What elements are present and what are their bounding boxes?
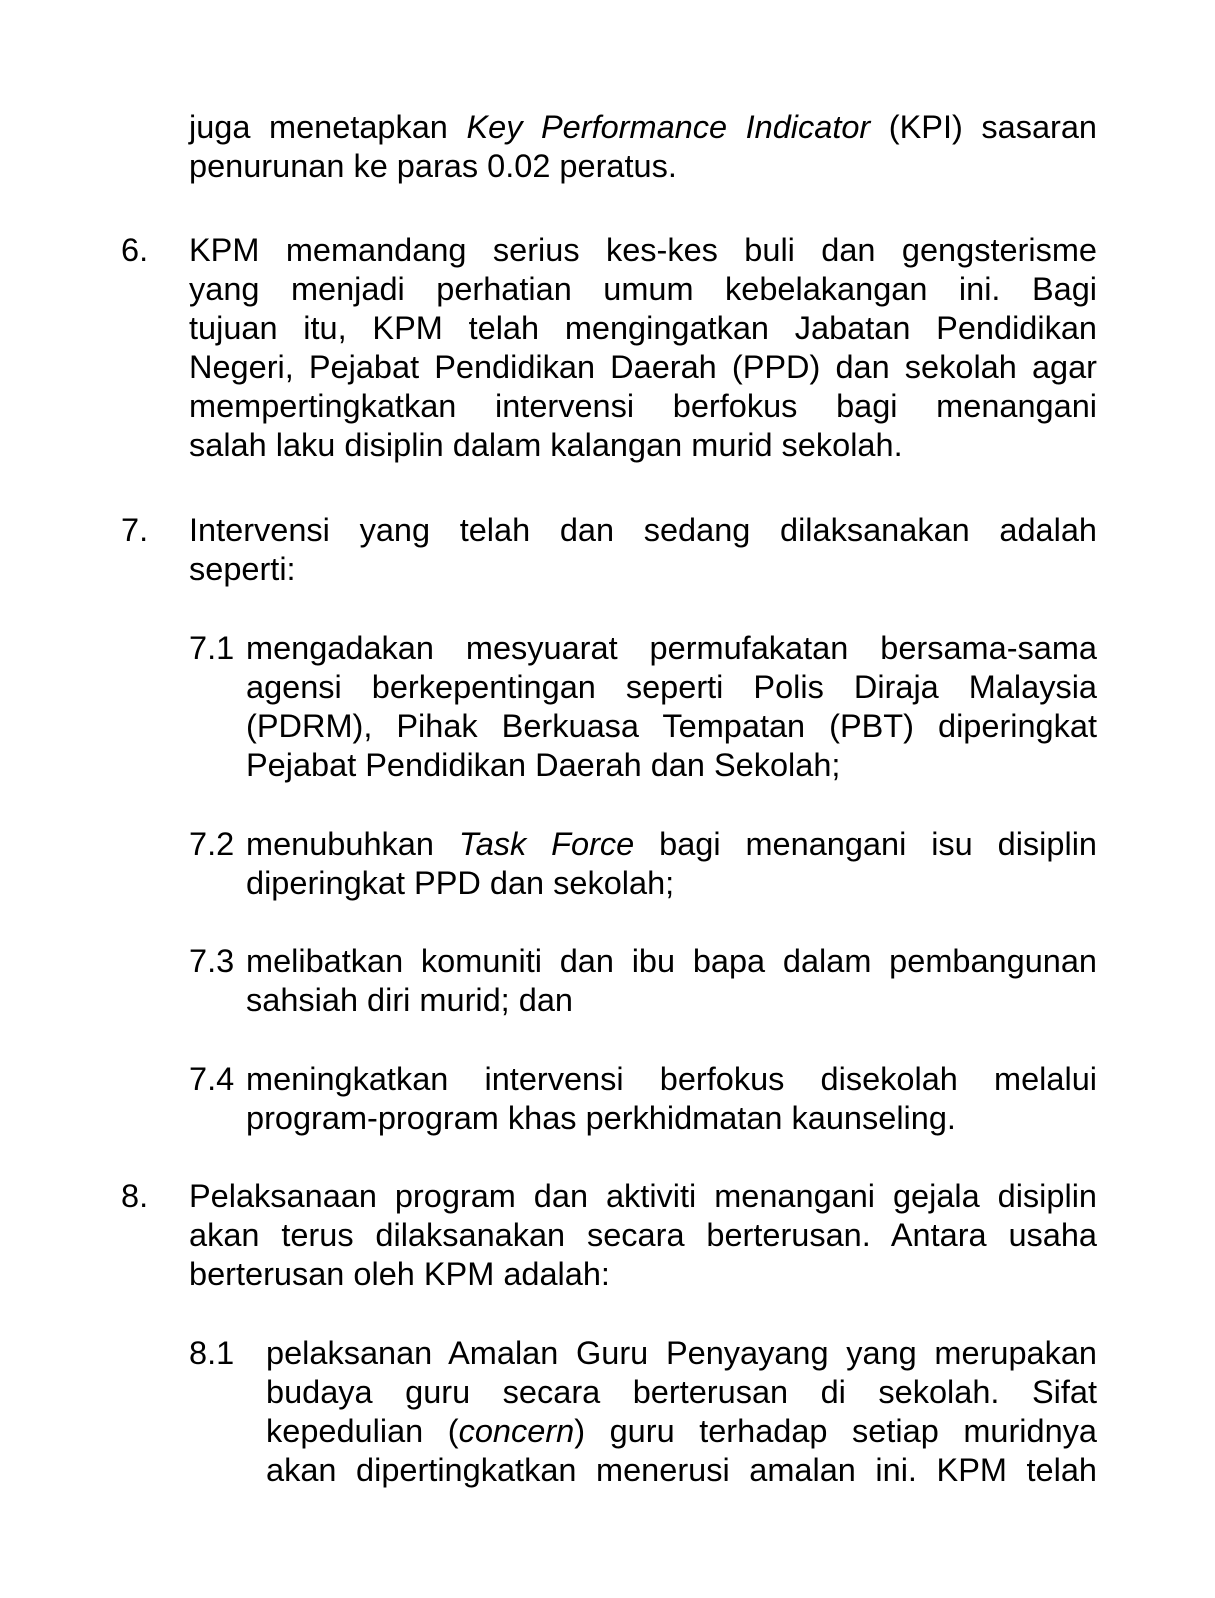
para-6-body [189, 231, 1097, 465]
concern-italic-term: concern [458, 1413, 575, 1449]
item-7-4-line: meningkatkan intervensi berfokus disekolah melalui [246, 1061, 1097, 1097]
item-7-2-line-1: menubuhkan Task Force bagi menangani isu disiplin [246, 826, 1097, 862]
item-7-1-number: 7.1 [189, 630, 235, 666]
item-7-3-body [246, 942, 1097, 1020]
para-8-line: akan terus dilaksanakan secara berterusan. Antara usaha [189, 1217, 1097, 1253]
item-7-2-line-2: diperingkat PPD dan sekolah; [246, 865, 675, 901]
item-7-1-body [246, 629, 1097, 785]
para-7-number: 7. [121, 512, 149, 548]
item-8-1-line-3: kepedulian (concern) guru terhadap setiap muridnya [266, 1413, 1097, 1449]
continuation-line-2: penurunan ke paras 0.02 peratus. [189, 148, 677, 184]
item-8-1-line-4: akan dipertingkatkan menerusi amalan ini. KPM telah [266, 1452, 1097, 1488]
para-8-line: Pelaksanaan program dan aktiviti menangani gejala disiplin [189, 1178, 1097, 1214]
item-7-3-line: sahsiah diri murid; dan [246, 982, 573, 1018]
item-7-4-line: program-program khas perkhidmatan kaunseling. [246, 1100, 956, 1136]
item-8-1-number: 8.1 [189, 1335, 235, 1371]
continuation-line-1: juga menetapkan Key Performance Indicator (KPI) sasaran [189, 109, 1098, 145]
para-7-line: Intervensi yang telah dan sedang dilaksanakan adalah [189, 512, 1097, 548]
item-7-1-line: agensi berkepentingan seperti Polis Diraja Malaysia [246, 669, 1097, 705]
item-7-1-line: Pejabat Pendidikan Daerah dan Sekolah; [246, 747, 841, 783]
para-7-body [189, 511, 1097, 589]
task-force-italic-term: Task Force [458, 826, 635, 862]
para-7-line: seperti: [189, 551, 296, 587]
para-6-line: Negeri, Pejabat Pendidikan Daerah (PPD) dan sekolah agar [189, 349, 1097, 385]
para-6-line: tujuan itu, KPM telah mengingatkan Jabatan Pendidikan [189, 310, 1097, 346]
para-8-number: 8. [121, 1178, 149, 1214]
para-6-line: KPM memandang serius kes-kes buli dan gengsterisme [189, 232, 1097, 268]
kpi-italic-term: Key Performance Indicator [466, 109, 871, 145]
item-7-1-line: (PDRM), Pihak Berkuasa Tempatan (PBT) diperingkat [246, 708, 1097, 744]
item-7-2-body [246, 825, 1097, 903]
item-8-1-body [266, 1334, 1097, 1490]
item-7-3-line: melibatkan komuniti dan ibu bapa dalam pembangunan [246, 943, 1097, 979]
para-8-body [189, 1177, 1097, 1294]
para-6-line: yang menjadi perhatian umum kebelakangan ini. Bagi [189, 271, 1097, 307]
para-8-line: berterusan oleh KPM adalah: [189, 1256, 610, 1292]
item-7-1-line: mengadakan mesyuarat permufakatan bersama-sama [246, 630, 1097, 666]
continuation-paragraph [189, 108, 1097, 186]
para-6-number: 6. [121, 232, 149, 268]
para-6-line: mempertingkatkan intervensi berfokus bagi menangani [189, 388, 1097, 424]
item-7-3-number: 7.3 [189, 943, 235, 979]
item-8-1-line-2: budaya guru secara berterusan di sekolah. Sifat [266, 1374, 1097, 1410]
para-6-line: salah laku disiplin dalam kalangan murid sekolah. [189, 427, 903, 463]
item-7-2-number: 7.2 [189, 826, 235, 862]
item-7-4-number: 7.4 [189, 1061, 235, 1097]
item-7-4-body [246, 1060, 1097, 1138]
item-8-1-line-1: pelaksanan Amalan Guru Penyayang yang merupakan [266, 1335, 1097, 1371]
